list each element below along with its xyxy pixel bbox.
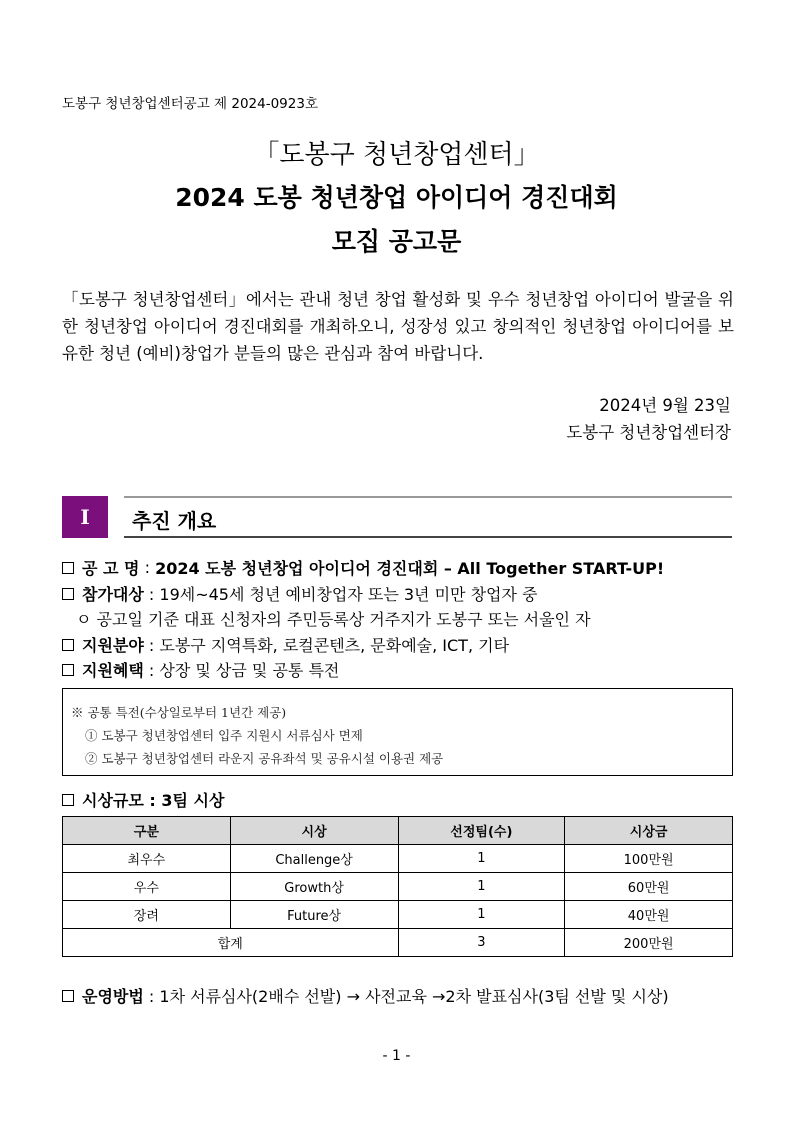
item-field: [62, 633, 509, 656]
column-header: 시상금: [565, 817, 733, 845]
checkbox-icon: [62, 794, 74, 806]
total-teams: 3: [398, 929, 565, 957]
column-header: 선정팀(수): [398, 817, 565, 845]
section-divider-top: [124, 496, 732, 498]
total-label: 합계: [63, 929, 399, 957]
awards-table: [62, 816, 733, 957]
item-operation: [62, 984, 669, 1007]
item-label: 지원분야: [82, 636, 144, 655]
item-value: : 상장 및 상금 및 공통 특전: [143, 661, 340, 680]
table-row: [63, 901, 733, 929]
title-line-1: 「도봉구 청년창업센터」: [253, 140, 540, 170]
title-line-2: 2024 도봉 청년창업 아이디어 경진대회: [175, 183, 618, 212]
item-value: 2024 도봉 청년창업 아이디어 경진대회 – All Together START-UP!: [155, 559, 665, 578]
item-notice-name: [62, 556, 664, 579]
item-separator: :: [139, 558, 156, 577]
signature-block: [566, 392, 731, 446]
title-line-3: 모집 공고문: [331, 227, 462, 256]
checkbox-icon: [62, 990, 74, 1002]
table-cell: Future상: [230, 901, 398, 929]
checkbox-icon: [62, 588, 74, 600]
item-label: 시상규모 : 3팀 시상: [82, 791, 225, 810]
section-number-badge: I: [62, 496, 108, 538]
checkbox-icon: [62, 664, 74, 676]
intro-paragraph: 「도봉구 청년창업센터」에서는 관내 청년 창업 활성화 및 우수 청년창업 아이디어 발굴을 위한 청년창업 아이디어 경진대회를 개최하오니, 성장성 있고 창의적인 청년창업 아이디어를 보유한 청년 (예비)창업가 분들의 많은 관심과 참여 바랍니다.: [62, 290, 734, 363]
table-header-row: [63, 817, 733, 845]
table-cell: 40만원: [565, 901, 733, 929]
note-line: ② 도봉구 청년창업센터 라운지 공유좌석 및 공유시설 이용권 제공: [85, 751, 444, 766]
section-divider-bottom: [124, 536, 732, 538]
table-row: [63, 873, 733, 901]
notice-issuer: 도봉구 청년창업센터장: [566, 423, 731, 442]
note-line: ※ 공통 특전(수상일로부터 1년간 제공): [71, 705, 287, 720]
table-cell: 100만원: [565, 845, 733, 873]
item-label: 참가대상: [82, 585, 144, 604]
item-label: 공 고 명: [82, 559, 140, 578]
checkbox-icon: [62, 639, 74, 651]
table-cell: Growth상: [230, 873, 398, 901]
item-value: : 19세~45세 청년 예비창업자 또는 3년 미만 창업자 중: [143, 585, 538, 604]
item-value: : 1차 서류심사(2배수 선발) → 사전교육 →2차 발표심사(3팀 선발 및 시상): [143, 987, 669, 1006]
notice-number: 도봉구 청년창업센터공고 제 2024-0923호: [62, 96, 318, 112]
table-cell: 최우수: [63, 845, 231, 873]
section-title: 추진 개요: [132, 509, 217, 533]
table-cell: 우수: [63, 873, 231, 901]
benefit-note-box: [62, 688, 733, 776]
table-cell: 장려: [63, 901, 231, 929]
awards-heading: [62, 788, 224, 811]
table-total-row: [63, 929, 733, 957]
item-value: : 도봉구 지역특화, 로컬콘텐츠, 문화예술, ICT, 기타: [143, 636, 510, 655]
item-label: 운영방법: [82, 987, 144, 1006]
eligibility-sub: ㅇ 공고일 기준 대표 신청자의 주민등록상 거주지가 도봉구 또는 서울인 자: [76, 610, 591, 629]
item-eligibility: [62, 582, 538, 605]
page-number: - 1 -: [382, 1048, 411, 1064]
table-cell: 1: [398, 873, 565, 901]
table-cell: 60만원: [565, 873, 733, 901]
note-line: ① 도봉구 청년창업센터 입주 지원시 서류심사 면제: [85, 728, 363, 743]
item-label: 지원혜택: [82, 661, 144, 680]
table-cell: Challenge상: [230, 845, 398, 873]
table-cell: 1: [398, 901, 565, 929]
item-benefit: [62, 658, 339, 681]
column-header: 구분: [63, 817, 231, 845]
total-amount: 200만원: [565, 929, 733, 957]
column-header: 시상: [230, 817, 398, 845]
table-cell: 1: [398, 845, 565, 873]
table-row: [63, 845, 733, 873]
checkbox-icon: [62, 562, 74, 574]
notice-date: 2024년 9월 23일: [599, 396, 731, 415]
